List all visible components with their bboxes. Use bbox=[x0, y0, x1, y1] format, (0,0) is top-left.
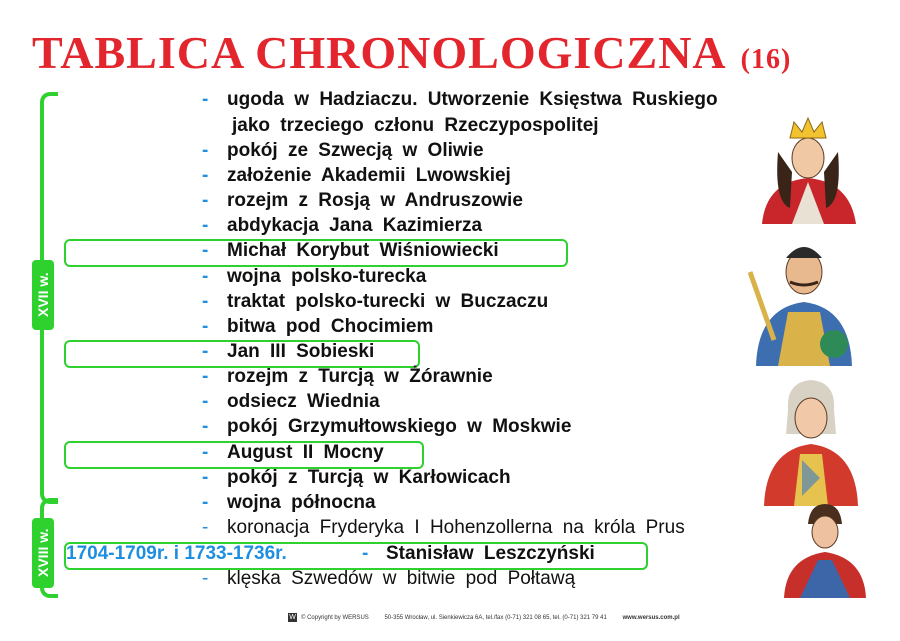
event-text: klęska Szwedów w bitwie pod Połtawą bbox=[227, 568, 576, 589]
event-text: rozejm z Rosją w Andruszowie bbox=[227, 190, 523, 211]
dash: - bbox=[202, 341, 209, 362]
portrait-wisniowiecki bbox=[752, 112, 864, 224]
event-text: bitwa pod Chocimiem bbox=[227, 316, 434, 337]
page-title bbox=[32, 26, 791, 79]
dash: - bbox=[202, 316, 209, 337]
portrait-august-ii bbox=[758, 374, 864, 506]
dash: - bbox=[202, 416, 209, 437]
dash: - bbox=[202, 568, 209, 589]
xvii-century-label: XVII w. bbox=[32, 260, 54, 330]
footer-address: 50-355 Wrocław, ul. Sienkiewicza 6A, tel./fax (0-71) 321 08 65, tel. (0-71) 321 79 41 bbox=[384, 615, 607, 622]
dash: - bbox=[202, 190, 209, 211]
event-text: pokój z Turcją w Karłowicach bbox=[227, 467, 511, 488]
event-text: rozejm z Turcją w Żórawnie bbox=[227, 366, 493, 387]
footer-copyright: © Copyright by WERSUS bbox=[301, 615, 369, 622]
dash: - bbox=[202, 391, 209, 412]
dash: - bbox=[202, 215, 209, 236]
event-text: założenie Akademii Lwowskiej bbox=[227, 165, 511, 186]
event-text: koronacja Fryderyka I Hohenzollerna na króla Prus bbox=[227, 517, 685, 538]
event-text: wojna północna bbox=[227, 492, 376, 513]
event-text: pokój Grzymułtowskiego w Moskwie bbox=[227, 416, 572, 437]
dash: - bbox=[202, 517, 209, 538]
dash: - bbox=[202, 266, 209, 287]
xviii-century-label: XVIII w. bbox=[32, 518, 54, 588]
dash: - bbox=[202, 442, 209, 463]
dash: - bbox=[202, 366, 209, 387]
title-text: TABLICA CHRONOLOGICZNA bbox=[32, 27, 727, 78]
event-text: odsiecz Wiednia bbox=[227, 391, 380, 412]
event-text: pokój ze Szwecją w Oliwie bbox=[227, 140, 484, 161]
event-text: jako trzeciego członu Rzeczypospolitej bbox=[232, 115, 599, 136]
footer bbox=[288, 613, 680, 622]
sheet-number: (16) bbox=[740, 44, 792, 75]
event-text: Jan III Sobieski bbox=[227, 341, 375, 362]
dash: - bbox=[202, 240, 209, 261]
event-text: ugoda w Hadziaczu. Utworzenie Księstwa Ruskiego bbox=[227, 89, 718, 110]
event-text: wojna polsko-turecka bbox=[227, 266, 427, 287]
wersus-logo-icon: W bbox=[289, 614, 296, 621]
dash: - bbox=[362, 543, 369, 564]
portrait-sobieski bbox=[748, 232, 860, 366]
event-text: abdykacja Jana Kazimierza bbox=[227, 215, 483, 236]
event-date: 1704-1709r. i 1733-1736r. bbox=[66, 543, 287, 564]
event-text: Michał Korybut Wiśniowiecki bbox=[227, 240, 499, 261]
footer-url[interactable]: www.wersus.com.pl bbox=[622, 615, 680, 622]
dash: - bbox=[202, 492, 209, 513]
dash: - bbox=[202, 165, 209, 186]
dash: - bbox=[202, 140, 209, 161]
dash: - bbox=[202, 467, 209, 488]
event-text: August II Mocny bbox=[227, 442, 384, 463]
event-text: traktat polsko-turecki w Buczaczu bbox=[227, 291, 549, 312]
portrait-leszczynski bbox=[780, 502, 870, 598]
event-text: Stanisław Leszczyński bbox=[386, 543, 595, 564]
dash: - bbox=[202, 291, 209, 312]
dash: - bbox=[202, 89, 209, 110]
